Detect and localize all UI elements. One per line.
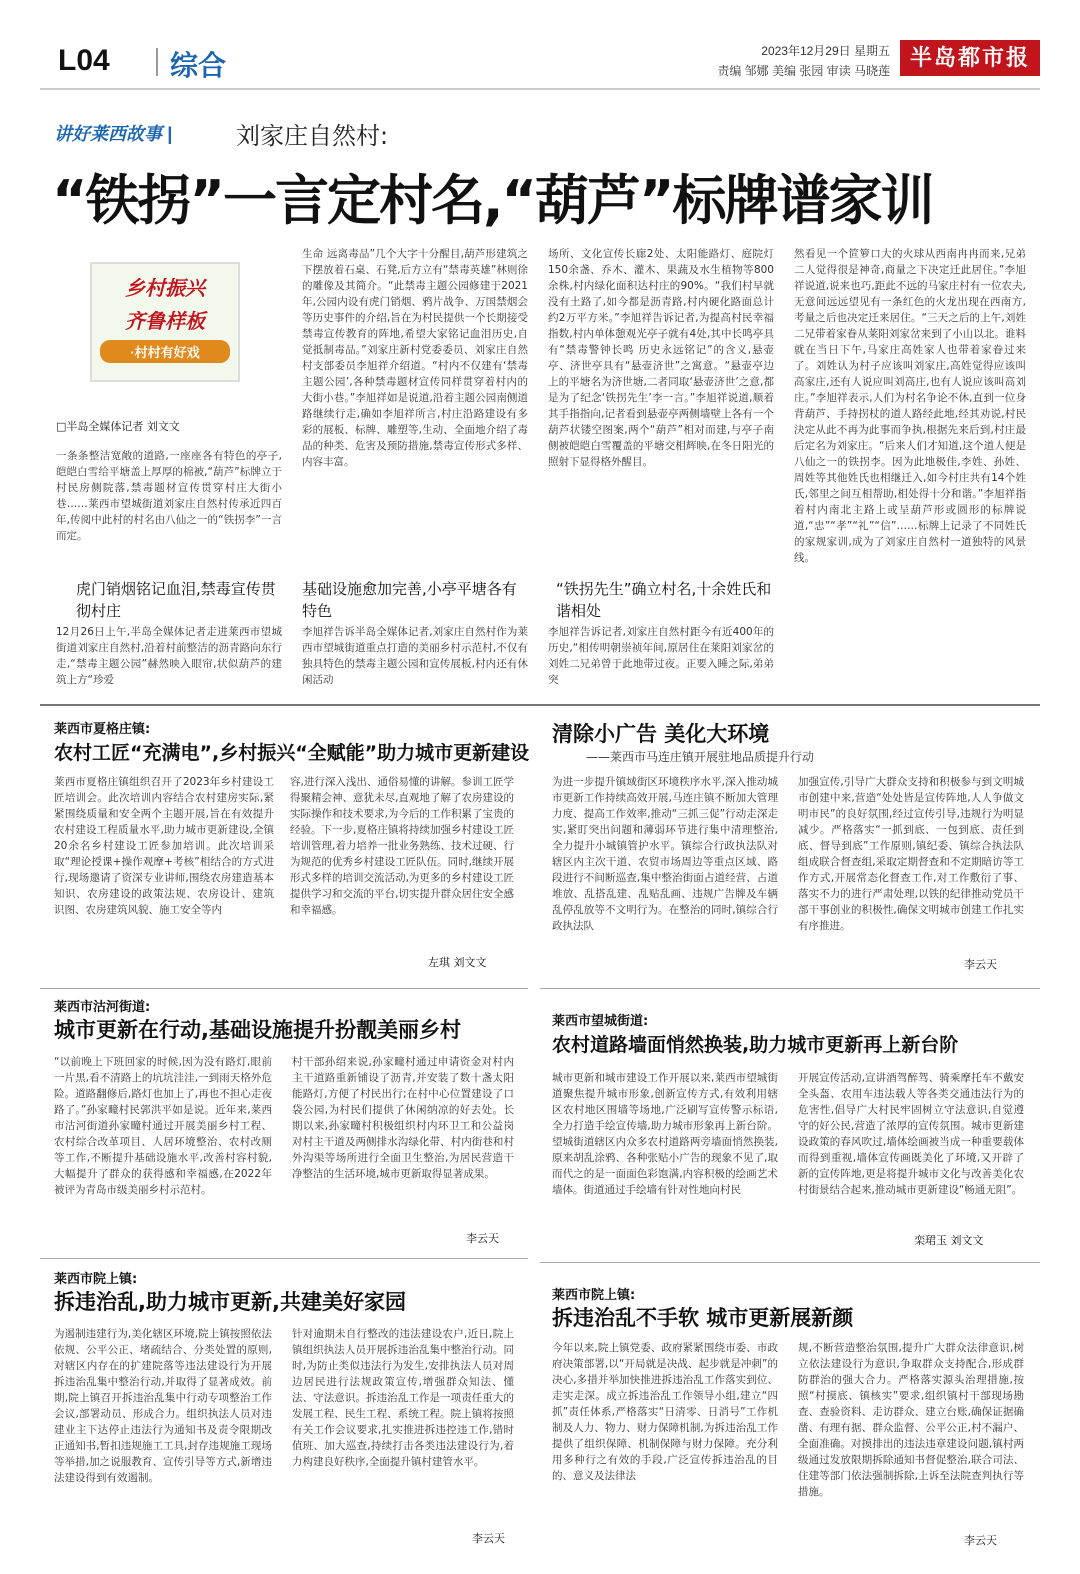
newspaper-logo: 半岛都市报 (900, 40, 1040, 76)
issue-date: 2023年12月29日 星期五 (761, 44, 890, 58)
a1-kicker: 莱西市夏格庄镇: (54, 722, 151, 737)
a1-signature: 左琪 刘文文 (428, 956, 487, 969)
lead-kicker: 讲好莱西故事 | (54, 124, 173, 144)
a2-col1: 为进一步提升镇域街区环境秩序水平,深入推动城市更新工作持续高效开展,马连庄镇不断加大管理力度、提高工作效率,推动“三抓三促”行动走深走实,紧盯突出问题和薄弱环节进行集中清理整治,全力提升小城镇管护水平。镇综合行政执法队对辖区内主次干道、农贸市场周边等重点区域、路段进行不间断巡查,集中整治街面占道经营、占道堆放、乱搭乱建、乱贴乱画、违规广告牌及车辆乱停乱放等不文明行为。在整治的同时,镇综合行政执法队 (552, 776, 778, 932)
a4-title: 农村道路墙面悄然换装,助力城市更新再上新台阶 (552, 1034, 959, 1056)
lead-subhead-3: “铁拐先生”确立村名,十余姓氏和谐相处 (556, 580, 772, 620)
a6-kicker: 莱西市院上镇: (552, 1288, 636, 1303)
lead-col2-text-2: 李旭祥告诉半岛全媒体记者,刘家庄自然村作为莱西市望城街道重点打造的美丽乡村示范村,不仅有独具特色的禁毒主题公园和宣传展板,村内还有休闲活动 (302, 626, 528, 684)
top-rule (40, 88, 1040, 90)
a2-col2: 加强宣传,引导广大群众支持和积极参与到文明城市创建中来,营造“处处皆是宣传阵地,人人争做文明市民”的良好氛围,经过宣传引导,违规行为明显减少。严格落实“一抓到底、一包到底、责任到底、督导到底”工作原则,镇纪委、镇综合执法队组成联合督查组,采取定期督查和不定期暗访等工作方式,开展常态化督查工作,对工作敷衍了事、落实不力的进行严肃处理,以铁的纪律推动党员干部干事创业的积极性,确保文明城市创建工作扎实有序推进。 (798, 776, 1024, 932)
lead-subhead-2: 基础设施愈加完善,小亭平塘各有特色 (302, 580, 517, 620)
lead-headline: “铁拐”一言定村名,“葫芦”标牌谱家训 (52, 169, 933, 232)
row2-rule-left (40, 988, 528, 989)
section-name: 综合 (170, 50, 227, 81)
a4-col2: 开展宣传活动,宣讲酒驾醉驾、骑乘摩托车不戴安全头盔、农用车违法载人等各类交通违法行为的危害性,倡导广大村民牢固树立守法意识,自觉遵守的好公民,营造了浓厚的宣传氛围。城市更新建设政策的春风吹过,墙体绘画被当成一种重要载体而得到重视,墙体宣传画既美化了环境,又开辟了新的宣传阵地,更是将提升城市文化与改善美化农村街景结合起来,推动城市更新建设“畅通无阻”。 (798, 1072, 1024, 1196)
lead-col3-text-2: 李旭祥告诉记者,刘家庄自然村距今有近400年的历史,“相传明朝崇祯年间,原居住在莱阳刘家岔的刘姓二兄弟曾于此地带过夜。正要入睡之际,弟弟突 (548, 626, 774, 684)
editors-line: 责编 邹娜 美编 张园 审读 马晓莲 (717, 64, 890, 78)
lead-col3-text: 场所、文化宣传长廊2处、太阳能路灯、庭院灯150余盏、乔木、灌木、果蔬及水生植物等800余株,村内绿化面积达村庄的90%。“我们村早就没有土路了,如今都是沥青路,村内硬化路面总计约2万平方米。”李旭祥告诉记者,为提高村民幸福指数,村内单体憩观光亭子就有4处,其中长鸣亭具有“禁毒警钟长鸣 历史永远铭记”的含义,悬壶亭、济世亭具有“悬壶济世”之寓意。“悬壶亭边上的平塘名为济世塘,二者同取‘悬壶济世’之意,都是为了纪念‘铁拐先生’李一言。”李旭祥说道,顺着其手指指向,记者看到悬壶亭两侧墙壁上各有一个葫芦状镂空图案,两个“葫芦”相对而建,与亭子南侧被皑皑白雪覆盖的平塘交相辉映,在冬日阳光的照射下显得格外醒目。 (548, 248, 774, 468)
a5-col1: 为遏制违建行为,美化辖区环境,院上镇按照依法依规、公平公正、堵疏结合、分类处置的原则,对辖区内存在的扩建院落等违法建设行为开展拆违治乱集中整治行动,并取得了显著成效。前期,院上镇召开拆违治乱集中行动专项整治工作会议,部署动员、形成合力。组织执法人员对违建业主下达停止违法行为通知书及责令限期改正通知书,暂扣违规施工工具,封存违规施工现场等举措,加之说服教育、宣传引导等方式,新增违法建设得到有效遏制。 (54, 1328, 272, 1484)
a4-signature: 栾珺玉 刘文文 (914, 1234, 984, 1247)
a5-col2: 针对逾期未自行整改的违法建设农户,近日,院上镇组织执法人员开展拆违治乱集中整治行动。同时,为防止类似违法行为发生,安排执法人员对周边居民进行法规政策宣传,增强群众知法、懂法、守法意识。拆违治乱工作是一项责任重大的发展工程、民生工程、系统工程。院上镇将按照有关工作会议要求,扎实推进拆违控违工作,错时值班、加大巡查,持续打击各类违法建设行为,着力构建良好秩序,全面提升镇村建管水平。 (292, 1328, 514, 1468)
lead-bottom-rule (40, 704, 1040, 706)
a4-kicker: 莱西市望城街道: (552, 1014, 649, 1029)
a6-title: 拆违治乱不手软 城市更新展新颜 (552, 1306, 854, 1330)
a2-subtitle: ——莱西市马连庄镇开展驻地品质提升行动 (586, 750, 815, 764)
a5-title: 拆违治乱,助力城市更新,共建美好家园 (54, 1290, 406, 1314)
divider (156, 48, 158, 76)
badge-line-2: 齐鲁样板 (125, 309, 205, 333)
a5-signature: 李云天 (472, 1532, 505, 1545)
a3-col1: “以前晚上下班回家的时候,因为没有路灯,眼前一片黑,看不清路上的坑坑洼洼,一到雨天格外危险。道路翻修后,路灯也加上了,再也不担心走夜路了。”孙家疃村民郭洪平如是说。近年来,莱西市沽河街道孙家疃村通过开展美丽乡村工程、农村综合改革项目、人居环境整治、农村改厕等工作,不断提升基础设施水平,改善村容村貌,大幅提升了群众的获得感和幸福感,在2022年被评为青岛市级美丽乡村示范村。 (54, 1056, 272, 1196)
lead-subhead-1: 虎门销烟铭记血泪,禁毒宣传贯彻村庄 (76, 580, 276, 620)
lead-col1-text: 12月26日上午,半岛全媒体记者走进莱西市望城街道刘家庄自然村,沿着村前整洁的沥青路向东行走,“禁毒主题公园”赫然映入眼帘,状似葫芦的建筑上方“珍爱 (56, 626, 282, 684)
lead-byline: □半岛全媒体记者 刘文文 (56, 420, 180, 433)
a6-col1: 今年以来,院上镇党委、政府紧紧围绕市委、市政府决策部署,以“开局就是决战、起步就是冲刺”的决心,多措并举加快推进拆违治乱工作落实到位、走实走深。成立拆违治乱工作领导小组,建立“四抓”责任体系,严格落实“日清零、日消号”工作机制及人力、物力、财力保障机制,为拆违治乱工作提供了组织保障、机制保障与财力保障。充分利用多种行之有效的手段,广泛宣传拆违治乱的目的、意义及法律法 (552, 1342, 778, 1482)
a1-col1: 莱西市夏格庄镇组织召开了2023年乡村建设工匠培训会。此次培训内容结合农村建房实际,紧紧围绕质量和安全两个主题开展,旨在有效提升农村建设工程质量水平,助力城市更新建设,全镇20余名乡村建设工匠参加培训。此次培训采取“理论授课+操作观摩+考核”相结合的方式进行,现场邀请了资深专业讲师,围绕农房建造基本知识、农房建设的政策法规、农房设计、建筑识图、农房建筑风貌、施工安全等内 (54, 776, 274, 916)
badge-line-1: 乡村振兴 (125, 276, 205, 300)
row3-rule-left (40, 1258, 528, 1259)
a3-kicker: 莱西市沽河街道: (54, 1000, 151, 1015)
a5-kicker: 莱西市院上镇: (54, 1272, 138, 1287)
a1-col2: 容,进行深入浅出、通俗易懂的讲解。参训工匠学得聚精会神、意犹未尽,直观地了解了农房建设的实际操作和技术要求,为今后的工作积累了宝贵的经验。下一步,夏格庄镇将持续加强乡村建设工匠培训管理,着力培养一批业务熟练、技术过硬、行为规范的优秀乡村建设工匠队伍。同时,继续开展形式多样的培训交流活动,为更多的乡村建设工匠提供学习和交流的平台,切实提升群众居住安全感和幸福感。 (290, 776, 514, 916)
rural-revival-badge (90, 262, 240, 382)
page-number: L04 (58, 44, 110, 77)
masthead (40, 34, 1040, 92)
row2-rule-right (540, 988, 1040, 989)
row3-rule-right (540, 1262, 1040, 1263)
a3-signature: 李云天 (466, 1232, 499, 1245)
badge-line-3: ·村村有好戏 (100, 340, 230, 363)
a2-title: 清除小广告 美化大环境 (552, 722, 770, 746)
a2-signature: 李云天 (964, 958, 997, 971)
a1-title: 农村工匠“充满电”,乡村振兴“全赋能”助力城市更新建设 (54, 742, 530, 764)
lead-col4-text: 然看见一个笸箩口大的火球从西南冉冉而来,兄弟二人觉得很是神奇,商量之下决定迁此居住。”李旭祥说道,说来也巧,距此不远的马家庄村有一位农夫,无意间远远望见有一条红色的火龙出现在西南方,考量之后也决定迁来居住。“三天之后的上午,刘姓二兄带着家眷从莱阳刘家岔来到了小山以北。谁料就在当日下午,马家庄高姓家人也带着家眷过来了。刘姓认为村子应该叫刘家庄,高姓觉得应该叫高家庄,还有人说应叫刘高庄,也有人说应该叫高刘庄。”李旭祥表示,人们为村名争论不休,直到一位身背葫芦、手持拐杖的道人路经此地,经其劝说,村民決定从此不再为此事而争执,根据先来后到,村庄最后定名为刘家庄。“后来人们才知道,这个道人便是八仙之一的铁拐李。因为此地极佳,李姓、孙姓、周姓等其他姓氏也相继迁入,如今村庄共有14个姓氏,邻里之间互相帮助,相处得十分和谐。”李旭祥指着村内南北主路上或呈葫芦形或圆形的标牌说道,“忠”“孝”“礼”“信”……标牌上记录了不同姓氏的家规家训,成为了刘家庄自然村一道独特的风景线。 (794, 248, 1026, 564)
a3-col2: 村干部孙绍来说,孙家疃村通过申请资金对村内主干道路重新铺设了沥青,并安装了数十盏太阳能路灯,方便了村民出行;在村中心位置建设了口袋公园,为村民们提供了休闲纳凉的好去处。长期以来,孙家疃村积极组织村内环卫工和公益岗对村主干道及两侧排水沟绿化带、村内街巷和村外沟渠等场所进行全面卫生整治,为居民营造干净整洁的生活环境,城市更新取得显著成果。 (292, 1056, 514, 1180)
lead-intro: 一条条整洁宽敞的道路,一座座各有特色的亭子,皑皑白雪给平塘盖上厚厚的棉被,“葫芦”标牌立于村民房侧院落,禁毒题材宣传贯穿村庄大街小巷……莱西市望城街道刘家庄自然村传承近四百年,传阅中此村的村名由八仙之一的“铁拐李”一言而定。 (56, 450, 282, 542)
a4-col1: 城市更新和城市建设工作开展以来,莱西市望城街道聚焦提升城市形象,创新宣传方式,有效利用辖区农村地区围墙等场地,广泛刷写宣传警示标语,全力打造手绘宣传墙,助力城市形象再上新台阶。望城街道辖区内众多农村道路两旁墙面悄然换装,原来胡乱涂鸦、各种张贴小广告的现象不见了,取而代之的是一面面色彩饱满,内容积极的绘画艺术墙体。街道通过手绘墙有针对性地向村民 (552, 1072, 778, 1196)
a6-signature: 李云天 (964, 1534, 997, 1547)
a3-title: 城市更新在行动,基础设施提升扮靓美丽乡村 (54, 1018, 461, 1042)
a6-col2: 规,不断营造整治氛围,提升广大群众法律意识,树立依法建设行为意识,争取群众支持配合,形成群防群治的强大合力。严格落实源头治理措施,按照“村摸底、镇核实”要求,组织镇村干部现场勘查、查验资料、走访群众、建立台账,确保证据确凿、有理有据、群众监督、公平公正,村不漏户、全面准确。对摸排出的违法违章建设问题,镇村两级通过发放限期拆除通知书督促整治,联合司法、住建等部门依法强制拆除,上诉至法院查判执行等措施。 (798, 1342, 1024, 1498)
lead-col2-text: 生命 远离毒品”几个大字十分醒目,葫芦形建筑之下摆放着石桌、石凳,后方立有“禁毒英雄”林则徐的雕像及其简介。“此禁毒主题公园修建于2021年,公园内设有虎门销烟、鸦片战争、万国禁烟会等历史事件的介绍,旨在为村民提供一个长期接受禁毒宣传教育的阵地,希望大家铭记血泪历史,自觉抵制毒品。”刘家庄新村党委委员、刘家庄自然村支部委员李旭祥介绍道。“村内不仅建有‘禁毒主题公园’,各种禁毒题材宣传同样贯穿着村内的大街小巷。”李旭祥如是说道,沿着主题公园南侧道路继续行走,确如李旭祥所言,村庄沿路建设有多彩的展板、标牌、雕塑等,生动、全面地介绍了毒品的种类、危害及预防措施,禁毒宣传形式多样、内容丰富。 (302, 248, 528, 468)
lead-kicker-sub: 刘家庄自然村: (236, 122, 389, 150)
